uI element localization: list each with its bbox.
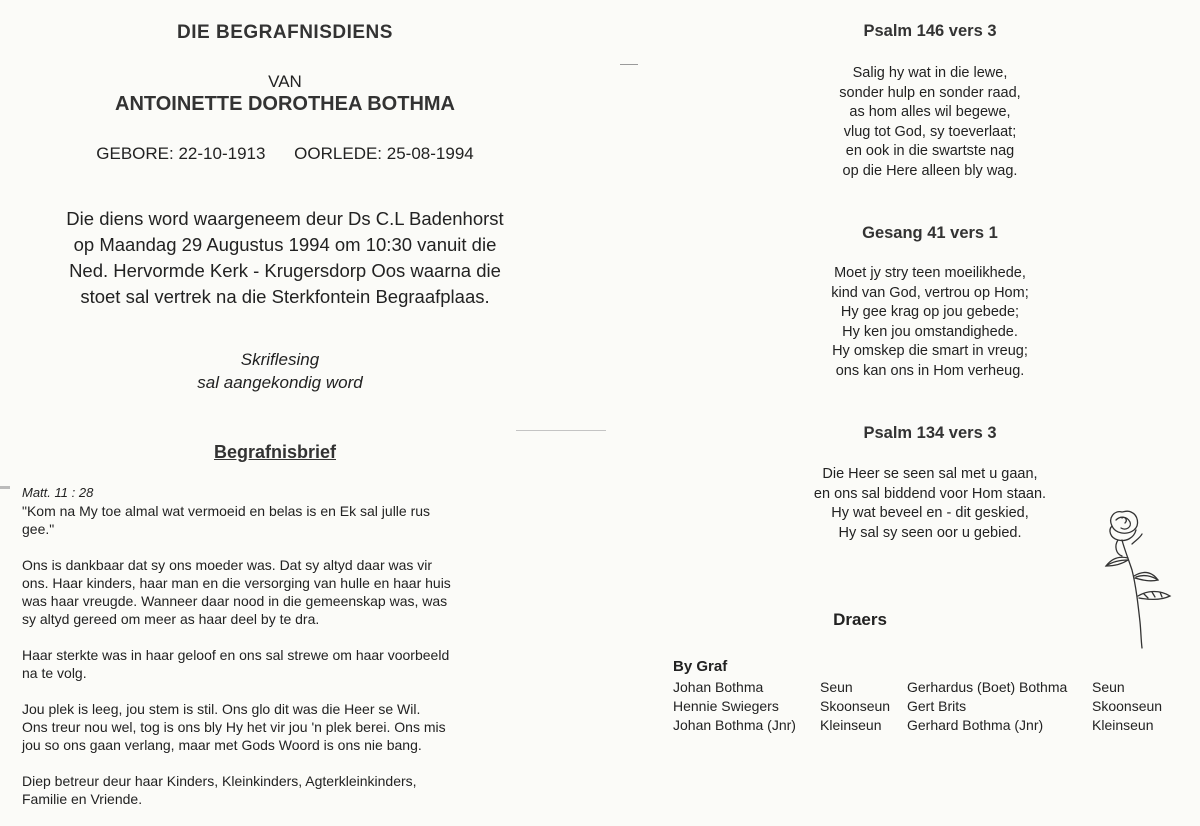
verse-line: as hom alles wil begewe,: [849, 104, 1011, 120]
service-line: stoet sal vertrek na die Sterkfontein Begraafplaas.: [80, 286, 490, 307]
letter-line: Familie en Vriende.: [22, 791, 143, 807]
rose-icon: [1092, 500, 1182, 650]
funeral-letter: [22, 484, 542, 826]
letter-line: Ons is dankbaar dat sy ons moeder was. Dat sy altyd daar was vir: [22, 557, 433, 573]
letter-line: ons. Haar kinders, haar man en die versorging van hulle en haar huis: [22, 575, 451, 591]
letter-line: Ons treur nou wel, tog is ons bly Hy het vir jou 'n plek berei. Ons mis: [22, 719, 446, 735]
scan-mark: [620, 64, 638, 65]
bearers-table: [673, 678, 1162, 735]
table-row: [673, 697, 1162, 716]
bearer-relation: Seun: [1092, 679, 1125, 695]
service-line: Die diens word waargeneem deur Ds C.L Badenhorst: [66, 208, 504, 229]
died-info: [294, 144, 474, 163]
table-row: [673, 678, 1162, 697]
letter-line: Diep betreur deur haar Kinders, Kleinkinders, Agterkleinkinders,: [22, 773, 417, 789]
bearer-name: Johan Bothma (Jnr): [673, 717, 796, 733]
verse-line: Hy sal sy seen oor u gebied.: [838, 524, 1022, 541]
bearer-name: Gert Brits: [907, 698, 967, 714]
verse-line: Hy omskep die smart in vreug;: [832, 343, 1028, 359]
verse-line: sonder hulp en sonder raad,: [839, 84, 1021, 101]
service-line: Ned. Hervormde Kerk - Krugersdorp Oos waarna die: [69, 260, 501, 281]
verse-line: en ons sal biddend voor Hom staan.: [813, 485, 1047, 502]
letter-line: gee.": [22, 521, 55, 537]
bearer-name: Johan Bothma: [673, 679, 764, 695]
scripture-reference: Matt. 11 : 28: [22, 485, 94, 500]
letter-paragraph: [22, 772, 542, 808]
letter-line: Jou plek is leeg, jou stem is stil. Ons glo dit was die Heer se Wil.: [22, 701, 421, 717]
life-dates: [60, 144, 510, 164]
deceased-name: ANTOINETTE DOROTHEA BOTHMA: [115, 93, 455, 115]
letter-paragraph: [22, 700, 542, 754]
program-title: DIE BEGRAFNISDIENS: [177, 22, 393, 43]
table-row: [673, 716, 1162, 735]
brief-heading: Begrafnisbrief: [213, 442, 337, 462]
hymn-verse: [760, 264, 1100, 381]
born-label: GEBORE:: [96, 144, 174, 163]
by-graf-label: By Graf: [673, 658, 728, 675]
verse-line: op die Here alleen bly wag.: [842, 162, 1018, 179]
verse-line: Die Heer se seen sal met u gaan,: [822, 466, 1038, 482]
died-date: 25-08-1994: [386, 144, 474, 163]
hymn-verse: [760, 64, 1100, 181]
letter-line: jou so ons gaan verlang, maar met Gods Woord is ons nie bang.: [22, 737, 422, 753]
verse-line: Moet jy stry teen moeilikhede,: [834, 265, 1026, 281]
verse-line: en ook in die swartste nag: [845, 143, 1015, 159]
bearer-relation: Skoonseun: [1092, 698, 1163, 714]
verse-line: Salig hy wat in die lewe,: [852, 65, 1008, 81]
letter-line: was haar vreugde. Wanneer daar nood in die gemeenskap was, was: [22, 593, 448, 609]
born-date: 22-10-1913: [178, 144, 266, 163]
scan-mark: [0, 486, 10, 489]
bearer-name: Hennie Swiegers: [673, 698, 779, 714]
service-details: [20, 206, 550, 310]
letter-line: "Kom na My toe almal wat vermoeid en belas is en Ek sal julle rus: [22, 503, 431, 519]
hymn-verse: [740, 465, 1120, 543]
verse-line: Hy wat beveel en - dit geskied,: [831, 505, 1029, 521]
verse-line: Hy ken jou omstandighede.: [842, 323, 1018, 340]
born-info: [96, 144, 265, 163]
service-line: op Maandag 29 Augustus 1994 om 10:30 vanuit die: [73, 234, 497, 255]
bearer-relation: Kleinseun: [1092, 717, 1154, 733]
letter-paragraph: [22, 646, 542, 682]
letter-line: Haar sterkte was in haar geloof en ons sal strewe om haar voorbeeld: [22, 647, 450, 663]
died-label: OORLEDE:: [294, 144, 383, 163]
bearer-name: Gerhard Bothma (Jnr): [907, 717, 1044, 733]
van-label: VAN: [268, 72, 302, 91]
bearer-relation: Skoonseun: [820, 698, 891, 714]
verse-line: kind van God, vertrou op Hom;: [831, 284, 1029, 301]
reading-line: sal aangekondig word: [197, 373, 363, 392]
verse-line: ons kan ons in Hom verheug.: [835, 362, 1025, 379]
bearer-relation: Seun: [820, 679, 853, 695]
verse-line: Hy gee krag op jou gebede;: [840, 304, 1020, 320]
letter-paragraph: [22, 556, 542, 628]
bearer-relation: Kleinseun: [820, 717, 882, 733]
letter-paragraph: [22, 502, 542, 538]
letter-line: sy altyd gereed om meer as haar deel by te dra.: [22, 611, 320, 627]
bearers-heading: Draers: [833, 610, 887, 629]
hymn-title: Psalm 134 vers 3: [863, 424, 997, 442]
scripture-reading: [140, 348, 420, 394]
bearer-name: Gerhardus (Boet) Bothma: [907, 679, 1068, 695]
hymn-title: Psalm 146 vers 3: [863, 22, 997, 40]
letter-line: na te volg.: [22, 665, 87, 681]
scan-mark: [516, 430, 606, 431]
hymn-title: Gesang 41 vers 1: [862, 224, 998, 242]
verse-line: vlug tot God, sy toeverlaat;: [843, 123, 1017, 140]
reading-line: Skriflesing: [240, 350, 320, 369]
